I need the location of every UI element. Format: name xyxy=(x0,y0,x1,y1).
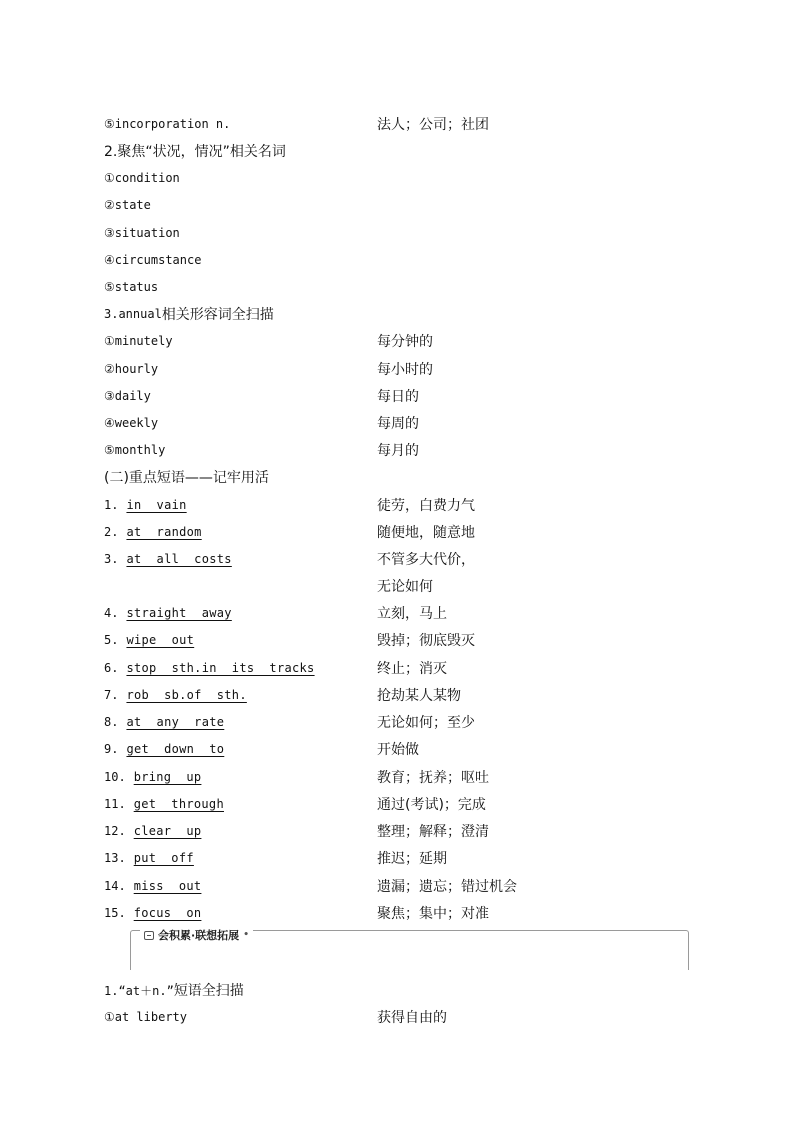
phrase-number: 2. xyxy=(104,525,119,539)
phrase-item xyxy=(104,821,201,841)
noun-item: ③situation xyxy=(104,226,180,240)
phrase-answer: at random xyxy=(126,525,202,539)
phrase-number: 10. xyxy=(104,770,126,784)
vocab-word: ⑤incorporation n. xyxy=(104,117,231,131)
phrase-number: 13. xyxy=(104,851,126,865)
phrase-answer: at any rate xyxy=(126,715,225,729)
noun-item: ④circumstance xyxy=(104,253,202,267)
phrase-answer: in vain xyxy=(126,498,187,512)
section-heading-at-phrases xyxy=(104,980,244,1000)
phrase-item xyxy=(104,848,194,868)
phrase-item xyxy=(104,876,201,896)
section-heading-phrases: (二)重点短语——记牢用活 xyxy=(104,470,269,486)
phrase-meaning: 推迟；延期 xyxy=(377,851,447,867)
phrase-meaning: 整理；解释；澄清 xyxy=(377,824,489,840)
phrase-number: 7. xyxy=(104,688,119,702)
phrase-answer: clear up xyxy=(133,824,202,838)
phrase-number: 9. xyxy=(104,742,119,756)
phrase-answer: bring up xyxy=(133,770,202,784)
phrase-meaning: 聚焦；集中；对准 xyxy=(377,906,489,922)
phrase-meaning: 毁掉；彻底毁灭 xyxy=(377,633,475,649)
phrase-meaning: 开始做 xyxy=(377,742,419,758)
phrase-meaning: 抢劫某人某物 xyxy=(377,688,461,704)
heading-en: 3.annual xyxy=(104,307,162,321)
phrase-meaning: 徒劳，白费力气 xyxy=(377,498,475,514)
phrase-meaning: 不管多大代价， xyxy=(377,552,475,568)
adjective-word: ⑤monthly xyxy=(104,443,166,457)
phrase-answer: focus on xyxy=(133,906,202,920)
phrase-item xyxy=(104,739,224,759)
phrase-item xyxy=(104,522,202,542)
banner-dot: • xyxy=(243,930,249,940)
phrase-item xyxy=(104,603,232,623)
phrase-number: 5. xyxy=(104,633,119,647)
noun-item: ⑤status xyxy=(104,280,159,294)
phrase-meaning-continued: 无论如何 xyxy=(377,579,433,595)
phrase-item xyxy=(104,630,194,650)
heading-prefix: 1.“at＋n.” xyxy=(104,983,174,998)
vocab-item xyxy=(104,114,230,134)
adjective-meaning: 每周的 xyxy=(377,416,419,432)
phrase-answer: wipe out xyxy=(126,633,195,647)
phrase-number: 14. xyxy=(104,879,126,893)
phrase-number: 4. xyxy=(104,606,119,620)
phrase-answer: miss out xyxy=(133,879,202,893)
phrase-number: 15. xyxy=(104,906,126,920)
adjective-meaning: 每分钟的 xyxy=(377,334,433,350)
adjective-word: ③daily xyxy=(104,389,151,403)
phrase-item xyxy=(104,903,201,923)
phrase-item xyxy=(104,712,224,732)
adjective-meaning: 每月的 xyxy=(377,443,419,459)
phrase-item xyxy=(104,767,201,787)
phrase-meaning: 教育；抚养；呕吐 xyxy=(377,770,489,786)
phrase-meaning: 无论如何；至少 xyxy=(377,715,475,731)
phrase-answer: put off xyxy=(133,851,194,865)
noun-item: ①condition xyxy=(104,171,180,185)
section-banner xyxy=(140,926,253,944)
section-heading-nouns: 2.聚焦“状况，情况”相关名词 xyxy=(104,144,286,160)
phrase-answer: get through xyxy=(133,797,224,811)
adjective-word: ④weekly xyxy=(104,416,159,430)
adjective-meaning: 每小时的 xyxy=(377,362,433,378)
phrase-item xyxy=(104,685,247,705)
phrase-meaning: 遗漏；遗忘；错过机会 xyxy=(377,879,517,895)
phrase-answer: rob sb.of sth. xyxy=(126,688,247,702)
banner-title: 会积累·联想拓展 xyxy=(158,929,240,942)
heading-zh: 相关形容词全扫描 xyxy=(161,307,274,323)
phrase-meaning: 通过(考试)；完成 xyxy=(377,797,486,813)
phrase-meaning: 终止；消灭 xyxy=(377,661,447,677)
phrase-number: 3. xyxy=(104,552,119,566)
adjective-word: ②hourly xyxy=(104,362,159,376)
phrase-answer: at all costs xyxy=(126,552,232,566)
phrase-item xyxy=(104,794,224,814)
adjective-word: ①minutely xyxy=(104,334,173,348)
phrase-number: 12. xyxy=(104,824,126,838)
phrase-item xyxy=(104,658,315,678)
vocab-meaning: 法人；公司；社团 xyxy=(377,117,489,133)
phrase-answer: straight away xyxy=(126,606,232,620)
phrase-item xyxy=(104,495,187,515)
section-heading-adjectives xyxy=(104,304,274,324)
phrase-item xyxy=(104,549,232,569)
phrase-answer: get down to xyxy=(126,742,225,756)
phrase-number: 1. xyxy=(104,498,119,512)
adjective-meaning: 每日的 xyxy=(377,389,419,405)
extension-word: ①at liberty xyxy=(104,1010,188,1024)
phrase-number: 11. xyxy=(104,797,126,811)
phrase-number: 8. xyxy=(104,715,119,729)
phrase-answer: stop sth.in its tracks xyxy=(126,661,315,675)
noun-item: ②state xyxy=(104,198,151,212)
phrase-number: 6. xyxy=(104,661,119,675)
phrase-meaning: 随便地，随意地 xyxy=(377,525,475,541)
extension-meaning: 获得自由的 xyxy=(377,1010,447,1026)
phrase-meaning: 立刻，马上 xyxy=(377,606,447,622)
list-box-icon xyxy=(144,931,154,940)
heading-zh: 短语全扫描 xyxy=(173,983,244,999)
